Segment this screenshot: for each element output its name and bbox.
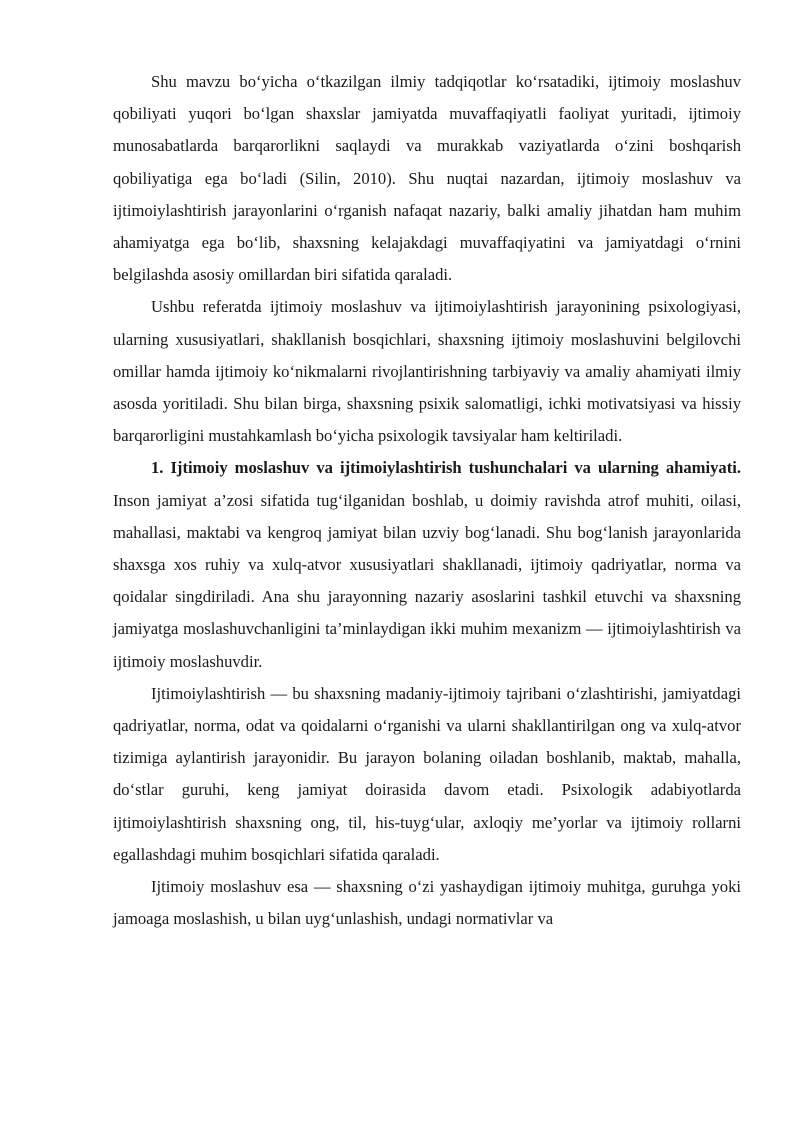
- document-page: [113, 66, 741, 935]
- paragraph-section-1: [113, 452, 741, 677]
- paragraph-adaptation-definition: Ijtimoiy moslashuv esa — shaxsning o‘zi yashaydigan ijtimoiy muhitga, guruhga yoki jamoaga moslashish, u bilan uyg‘unlashish, undagi normativlar va: [113, 877, 741, 929]
- paragraph-socialization-definition: Ijtimoiylashtirish — bu shaxsning madaniy-ijtimoiy tajribani o‘zlashtirishi, jamiyatdagi qadriyatlar, norma, odat va qoidalarni o‘rganishi va ularni shakllantirilgan ong va xulq-atvor tizimiga aylantirish jarayonidir. Bu jarayon bolaning oiladan boshlanib, maktab, mahalla, do‘stlar guruhi, keng jamiyat doirasida davom etadi. Psixologik adabiyotlarda ijtimoiylashtirish shaxsning ong, til, his-tuyg‘ular, axloqiy me’yorlar va ijtimoiy rollarni egallashdagi muhim bosqichlari sifatida qaraladi.: [113, 683, 741, 864]
- paragraph-research-findings: Shu mavzu bo‘yicha o‘tkazilgan ilmiy tadqiqotlar ko‘rsatadiki, ijtimoiy moslashuv qobiliyati yuqori bo‘lgan shaxslar jamiyatda muvaffaqiyatli faoliyat yuritadi, ijtimoiy munosabatlarda barqarorlikni saqlaydi va murakkab vaziyatlarda o‘zini boshqarish qobiliyatiga ega bo‘ladi (Silin, 2010). Shu nuqtai nazardan, ijtimoiy moslashuv va ijtimoiylashtirish jarayonlarini o‘rganish nafaqat nazariy, balki amaliy jihatdan ham muhim ahamiyatga ega bo‘lib, shaxsning kelajakdagi muvaffaqiyatini va jamiyatdagi o‘rnini belgilashda asosiy omillardan biri sifatida qaraladi.: [113, 72, 741, 285]
- paragraph-referat-scope: Ushbu referatda ijtimoiy moslashuv va ijtimoiylashtirish jarayonining psixologiyasi, ularning xususiyatlari, shakllanish bosqichlari, shaxsning ijtimoiy moslashuvini belgilovchi omillar hamda ijtimoiy ko‘nikmalarni rivojlantirishning tarbiyaviy va amaliy ahamiyati ilmiy asosda yoritiladi. Shu bilan birga, shaxsning psixik salomatligi, ichki motivatsiyasi va hissiy barqarorligini mustahkamlash bo‘yicha psixologik tavsiyalar ham keltiriladi.: [113, 297, 741, 446]
- section-heading: 1. Ijtimoiy moslashuv va ijtimoiylashtirish tushunchalari va ularning ahamiyati.: [151, 458, 741, 478]
- section-1-body: Inson jamiyat a’zosi sifatida tug‘ilganidan boshlab, u doimiy ravishda atrof muhiti, oilasi, mahallasi, maktabi va kengroq jamiyat bilan uzviy bog‘lanadi. Shu bog‘lanish jarayonlarida shaxsga xos ruhiy va xulq-atvor xususiyatlari shakllanadi, ijtimoiy qadriyatlar, norma va qoidalar singdiriladi. Ana shu jarayonning nazariy asoslarini tashkil etuvchi va shaxsning jamiyatga moslashuvchanligini ta’minlaydigan ikki muhim mexanizm — ijtimoiylashtirish va ijtimoiy moslashuvdir.: [113, 490, 741, 671]
